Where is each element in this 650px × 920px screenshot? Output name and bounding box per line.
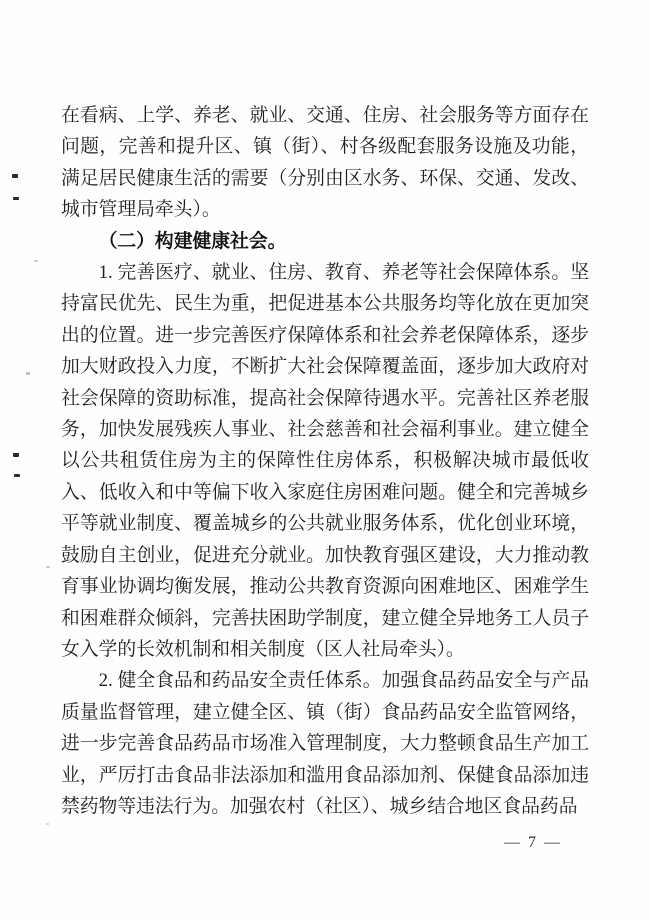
paragraph-continuation: 在看病、上学、养老、就业、交通、住房、社会服务等方面存在问题，完善和提升区、镇（街）、村各级配套服务设施及功能，满足居民健康生活的需要（分别由区水务、环保、交通、发改、城市管理局牵头）。: [61, 105, 589, 221]
scan-speck: [12, 174, 18, 178]
scan-speck: [13, 197, 19, 200]
numbered-item-1: 1. 完善医疗、就业、住房、教育、养老等社会保障体系。坚持富民优先、民生为重，把促进基本公共服务均等化放在更加突出的位置。进一步完善医疗保障体系和社会养老保障体系，逐步加大财政投入力度，不断扩大社会保障覆盖面，逐步加大政府对社会保障的资助标准，提高社会保障待遇水平。完善社区养老服务，加快发展残疾人事业、社会慈善和社会福利事业。建立健全以公共租赁住房为主的保障性住房体系，积极解决城市最低收入、低收入和中等偏下收入家庭住房困难问题。健全和完善城乡平等就业制度、覆盖城乡的公共就业服务体系，优化创业环境，鼓励自主创业，促进充分就业。加快教育强区建设，大力推动教育事业协调均衡发展，推动公共教育资源向困难地区、困难学生和困难群众倾斜，完善扶困助学制度，建立健全异地务工人员子女入学的长效机制和相关制度（区人社局牵头）。: [61, 262, 589, 660]
scan-speck: [34, 260, 38, 262]
section-heading: （二）构建健康社会。: [98, 230, 287, 252]
page-number: — 7 —: [504, 834, 562, 851]
document-body: [61, 100, 589, 822]
scan-speck: [46, 823, 49, 825]
scan-speck: [13, 453, 19, 457]
scan-speck: [46, 566, 50, 568]
scan-speck: [26, 372, 30, 375]
numbered-item-2: 2. 健全食品和药品安全责任体系。加强食品药品安全与产品质量监督管理，建立健全区、镇（街）食品药品安全监管网络，进一步完善食品药品市场准入管理制度，大力整顿食品生产加工业，严厉打击食品非法添加和滥用食品添加剂、保健食品添加违禁药物等违法行为。加强农村（社区）、城乡结合地区食品药品: [61, 670, 589, 817]
scan-speck: [14, 474, 20, 477]
